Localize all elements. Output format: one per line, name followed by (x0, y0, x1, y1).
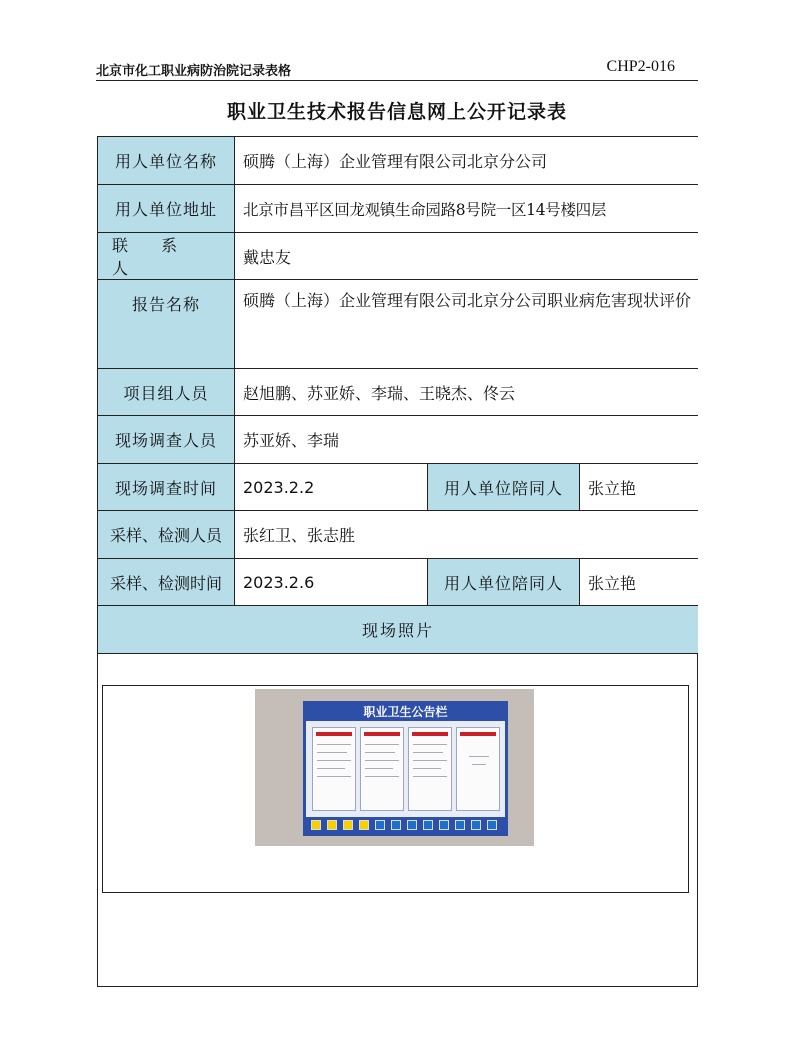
warning-sign-icon (311, 820, 321, 830)
header-divider (96, 80, 698, 81)
unit-name-label: 用人单位名称 (98, 137, 235, 185)
posted-document (312, 727, 356, 811)
page-title: 职业卫生技术报告信息网上公开记录表 (226, 101, 567, 123)
posted-document (360, 727, 404, 811)
posted-document (408, 727, 452, 811)
warning-sign-icon (343, 820, 353, 830)
sampling-escort-value: 张立艳 (580, 559, 698, 606)
contact-label: 联 系 人 (98, 233, 235, 280)
survey-staff-label: 现场调查人员 (98, 416, 235, 464)
photo-section-label: 现场照片 (98, 606, 698, 654)
mandatory-sign-icon (487, 820, 497, 830)
report-name-label: 报告名称 (98, 280, 235, 369)
unit-address-value: 北京市昌平区回龙观镇生命园路8号院一区14号楼四层 (235, 185, 698, 233)
contact-value: 戴忠友 (235, 233, 698, 280)
mandatory-sign-icon (423, 820, 433, 830)
mandatory-sign-icon (471, 820, 481, 830)
mandatory-sign-icon (375, 820, 385, 830)
team-label: 项目组人员 (98, 369, 235, 416)
mandatory-sign-icon (455, 820, 465, 830)
survey-time-label: 现场调查时间 (98, 464, 235, 511)
team-value: 赵旭鹏、苏亚娇、李瑞、王晓杰、佟云 (235, 369, 698, 416)
sampling-staff-label: 采样、检测人员 (98, 511, 235, 559)
warning-sign-icon (327, 820, 337, 830)
survey-escort-label: 用人单位陪同人 (428, 464, 580, 511)
mandatory-sign-icon (439, 820, 449, 830)
report-name-value: 硕腾（上海）企业管理有限公司北京分公司职业病危害现状评价 (235, 280, 698, 369)
form-org-header: 北京市化工职业病防治院记录表格 (96, 64, 292, 79)
mandatory-sign-icon (407, 820, 417, 830)
posted-document (456, 727, 500, 811)
record-table (97, 136, 698, 987)
unit-address-label: 用人单位地址 (98, 185, 235, 233)
survey-time-value: 2023.2.2 (235, 464, 428, 511)
survey-escort-value: 张立艳 (580, 464, 698, 511)
survey-staff-value: 苏亚娇、李瑞 (235, 416, 698, 464)
bulletin-board (303, 701, 508, 836)
sampling-escort-label: 用人单位陪同人 (428, 559, 580, 606)
sampling-staff-value: 张红卫、张志胜 (235, 511, 698, 559)
mandatory-sign-icon (391, 820, 401, 830)
sampling-time-value: 2023.2.6 (235, 559, 428, 606)
sampling-time-label: 采样、检测时间 (98, 559, 235, 606)
unit-name-value: 硕腾（上海）企业管理有限公司北京分公司 (235, 137, 698, 185)
bulletin-board-title: 职业卫生公告栏 (363, 705, 448, 719)
form-code: CHP2-016 (606, 58, 675, 75)
site-photo (255, 689, 534, 846)
warning-sign-icon (359, 820, 369, 830)
photo-frame (102, 685, 689, 893)
bulletin-board-panel (306, 721, 505, 817)
